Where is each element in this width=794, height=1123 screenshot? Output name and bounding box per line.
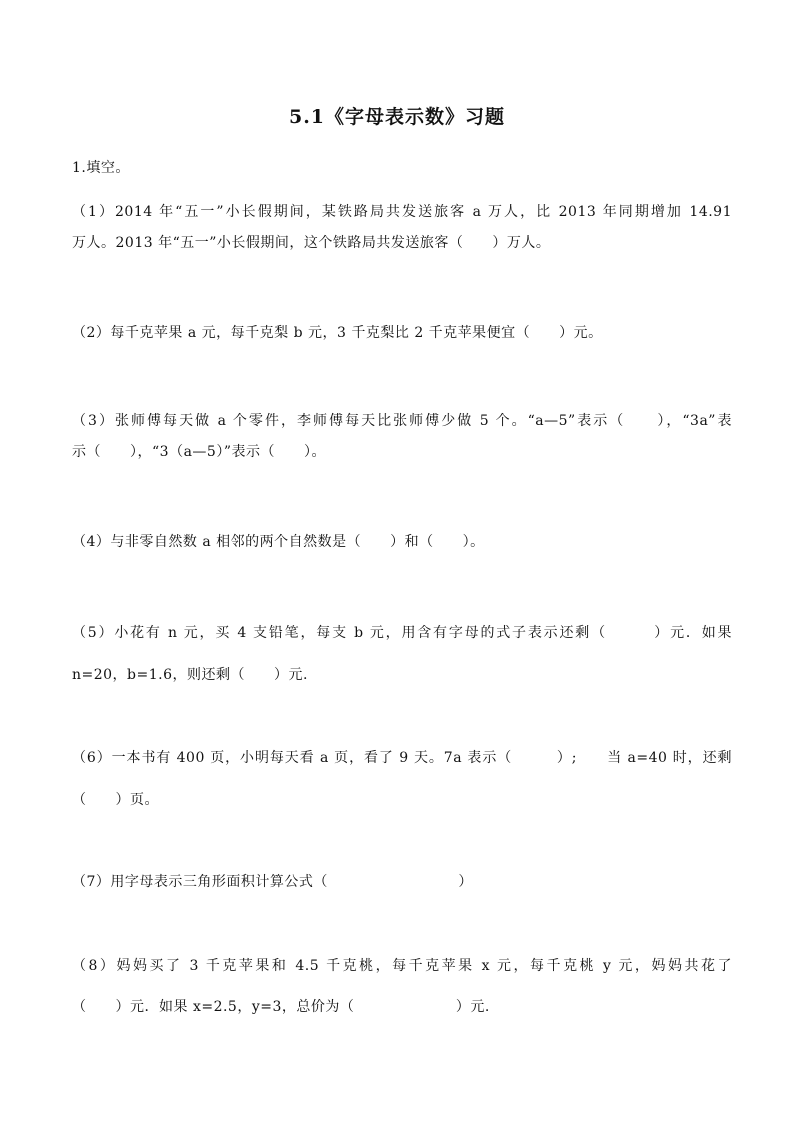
question-8-line-1: （8）妈妈买了 3 千克苹果和 4.5 千克桃，每千克苹果 x 元，每千克桃 y 元，妈妈共花了 <box>72 958 732 974</box>
question-3-line-1: （3）张师傅每天做 a 个零件，李师傅每天比张师傅少做 5 个。“a—5”表示（ ），“3a”表 <box>72 413 732 429</box>
question-6-line-1: （6）一本书有 400 页，小明每天看 a 页，看了 9 天。7a 表示（ ）; 当 a=40 时，还剩 <box>72 750 732 766</box>
question-1-line-1: （1）2014 年“五一”小长假期间，某铁路局共发送旅客 a 万人，比 2013 年同期增加 14.91 <box>72 204 732 220</box>
question-7-line-1: （7）用字母表示三角形面积计算公式（ ） <box>72 874 473 890</box>
question-8-line-2: （ ）元．如果 x=2.5，y=3，总价为（ ）元. <box>72 999 490 1015</box>
question-6-line-2: （ ）页。 <box>72 792 159 808</box>
question-4-line-1: （4）与非零自然数 a 相邻的两个自然数是（ ）和（ ）。 <box>72 534 485 550</box>
question-1-line-2: 万人。2013 年“五一”小长假期间，这个铁路局共发送旅客（ ）万人。 <box>72 235 551 251</box>
page-title: 5.1《字母表示数》习题 <box>288 106 506 128</box>
section-heading: 1.填空。 <box>72 160 130 176</box>
question-3-line-2: 示（ ），“3（a—5）”表示（ ）。 <box>72 444 326 460</box>
question-5-line-2: n=20，b=1.6，则还剩（ ）元. <box>72 667 308 683</box>
question-5-line-1: （5）小花有 n 元，买 4 支铅笔，每支 b 元，用含有字母的式子表示还剩（ ）元．如果 <box>72 625 732 641</box>
question-2-line-1: （2）每千克苹果 a 元，每千克梨 b 元，3 千克梨比 2 千克苹果便宜（ ）元。 <box>72 325 603 341</box>
